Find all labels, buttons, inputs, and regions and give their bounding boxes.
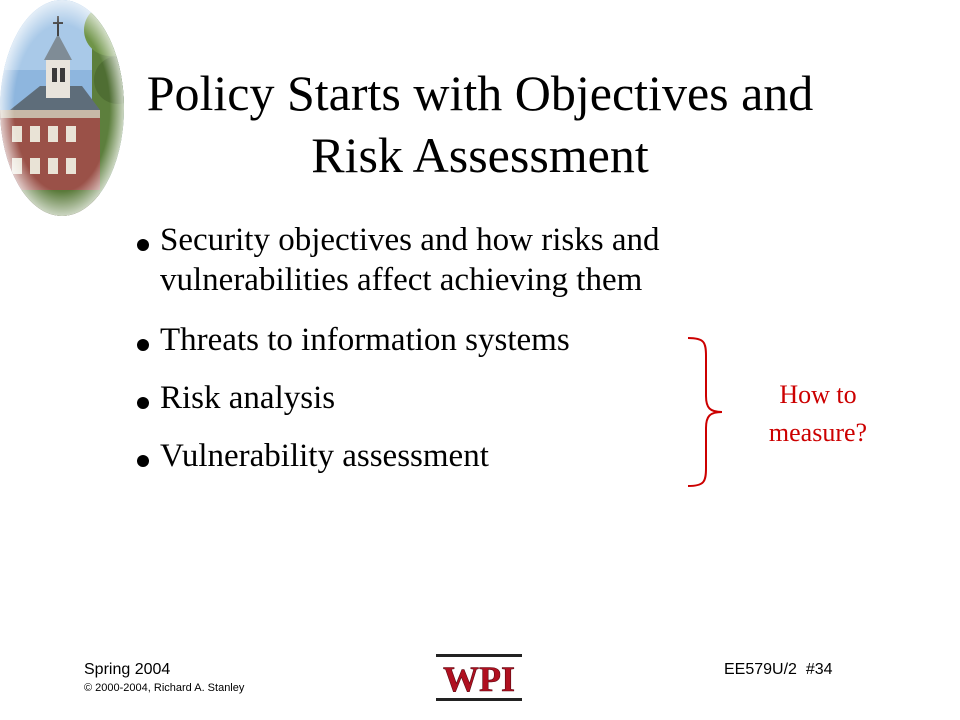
list-item: [134, 378, 834, 418]
bullet-list: [134, 220, 834, 476]
bullet-dot-icon: [136, 238, 150, 252]
bullet-dot-icon: [136, 338, 150, 352]
bullet-text: Security objectives and how risks and vulnerabilities affect achieving them: [160, 222, 660, 298]
bullet-text: Vulnerability assessment: [160, 438, 489, 474]
building-photo-icon: [0, 0, 140, 220]
footer-term: Spring 2004: [84, 661, 171, 678]
bullet-text: Risk analysis: [160, 380, 336, 416]
bullet-text: Threats to information systems: [160, 322, 570, 358]
list-item: [134, 436, 834, 476]
right-brace-icon: [686, 336, 724, 488]
list-item: [134, 320, 834, 360]
svg-text:WPI: WPI: [443, 659, 515, 699]
list-item: [134, 220, 834, 300]
footer-left: [84, 660, 244, 696]
bullet-dot-icon: [136, 454, 150, 468]
footer-copyright: © 2000-2004, Richard A. Stanley: [84, 682, 245, 694]
annotation-text: How to measure?: [768, 380, 868, 447]
bullet-dot-icon: [136, 396, 150, 410]
slide-title: Policy Starts with Objectives and Risk Assessment: [146, 65, 814, 183]
slide-number: EE579U/2 #34: [724, 661, 833, 678]
wpi-logo: [436, 654, 522, 704]
